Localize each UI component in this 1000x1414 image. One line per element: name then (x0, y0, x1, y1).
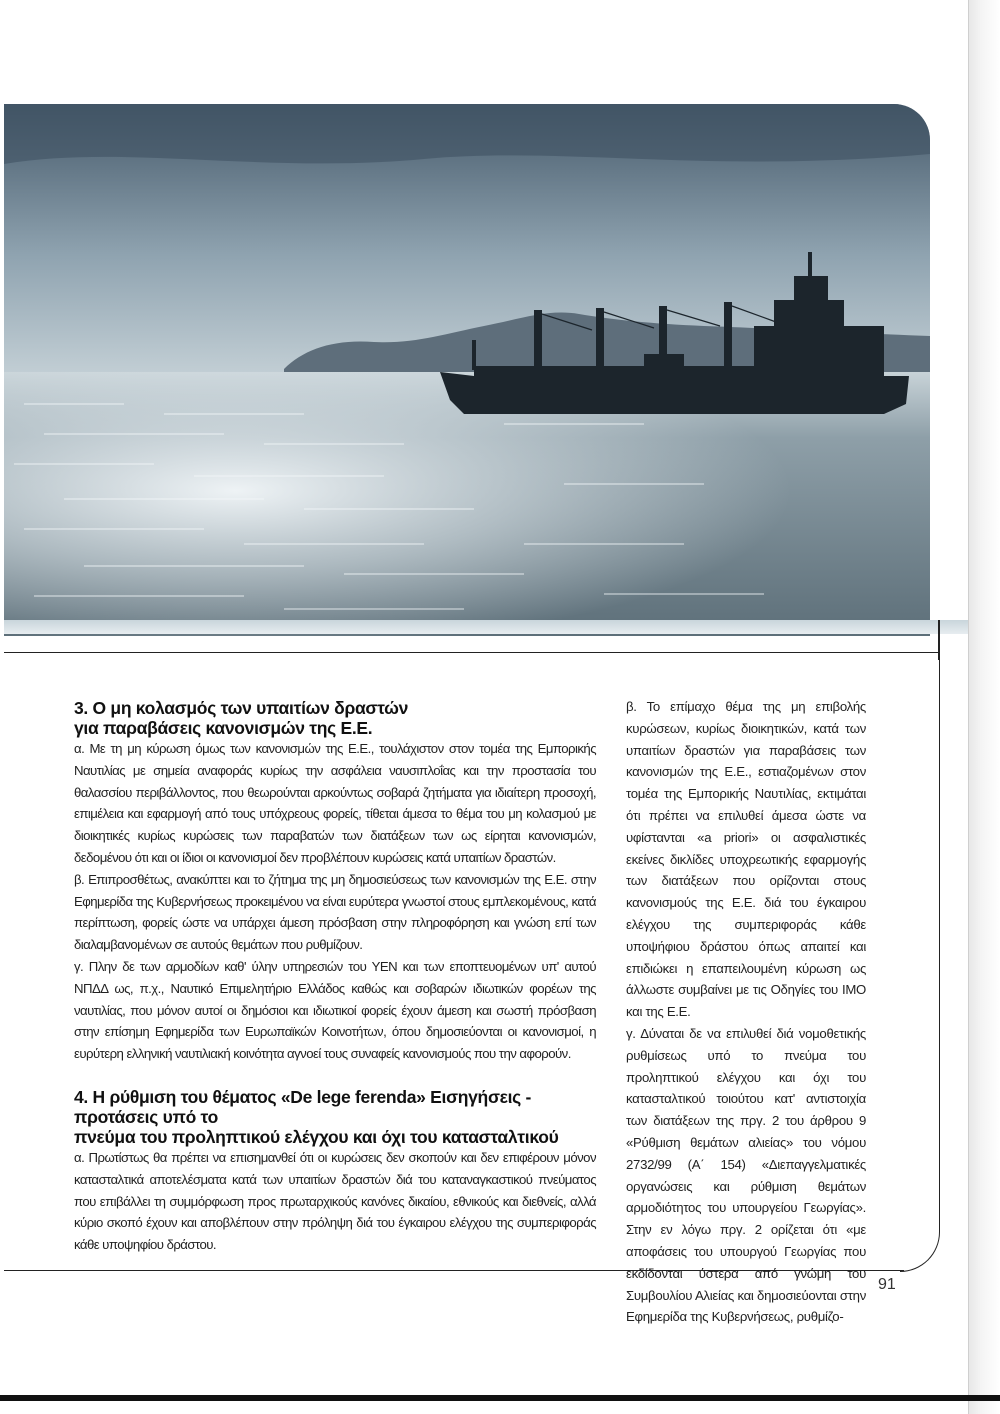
photo-bottom-band (4, 620, 968, 634)
section-3-heading-line-2: για παραβάσεις κανονισμών της Ε.Ε. (74, 718, 373, 738)
scan-bottom-bar (0, 1395, 1000, 1401)
section-4-heading (74, 1087, 596, 1147)
section-3-heading (74, 698, 596, 738)
section-3-paragraph-c: γ. Πλην δε των αρμοδίων καθ' ύλην υπηρεσιών του ΥΕΝ και των εποπτευομένων υπ' αυτού ΝΠΔΔ ως, π.χ., Ναυτικό Επιμελητήριο Ελλάδος καθώς και σοβαρών ιδιωτικών φορέων της ναυτιλίας, που μόνον αυτοί οι δημόσιοι και ιδιωτικοί φορείς έχουν άμεση και σωστή πρόσβαση στην επίσημη Εφημερίδα των Ευρωπαϊκών Κοινοτήτων, όπου δημοσιεύονται οι κανονισμοί, η ευρύτερη ελληνική ναυτιλιακή κοινότητα αγνοεί τους συναφείς κανονισμούς που την αφορούν. (74, 958, 596, 1062)
scan-fold-line (968, 0, 969, 1414)
section-4-heading-line-2: πνεύμα του προληπτικού ελέγχου και όχι του κατασταλτικού (74, 1126, 559, 1147)
page-number: 91 (878, 1276, 896, 1293)
section-4-paragraph-a: α. Πρωτίστως θα πρέπει να επισημανθεί ότι οι κυρώσεις δεν σκοπούν και δεν επιφέρουν μόνον κατασταλτικά αποτελέσματα κατά των υπαιτίων δραστών διά του καταναγκαστικού πνεύματος που επιβάλλει τη συμμόρφωση προς πρωταρχικούς κανόνες δικαίου, εθνικούς και διεθνείς, αλλά κύριο σκοπό έχουν και αποβλέπουν στην πρόληψη διά του έγκαιρου ελέγχου της συμπεριφοράς κάθε υποψηφίου δράστου. (74, 1149, 596, 1253)
scan-edge (968, 0, 1000, 1414)
frame-right-corner (900, 652, 940, 1272)
right-column (626, 696, 866, 1328)
section-4-heading-line-1: 4. Η ρύθμιση του θέματος «De lege ferenda» Εισηγήσεις - προτάσεις υπό το (74, 1086, 532, 1127)
section-3-heading-line-1: 3. Ο μη κολασμός των υπαιτίων δραστών (74, 698, 409, 718)
ship-photo (4, 104, 930, 636)
section-3-paragraph-a: α. Με τη μη κύρωση όμως των κανονισμών της Ε.Ε., τουλάχιστον στον τομέα της Εμπορικής Ναυτιλίας με σημεία αναφοράς κυρίως την ασφάλεια ναυσιπλοΐας και την προστασία του θαλασσίου περιβάλλοντος, που θεωρούνται αρκούντως σοβαρά ζητήματα για ιδιαίτερη προσοχή, επιμέλεια και εφαρμογή από τους υπόχρεους φορείς, τίθεται άμεσα το θέμα του μη κολασμού με διοικητικές κυρίως κυρώσεις των παραβατών των διατάξεων των ως είρηται κανονισμών, δεδομένου ότι και οι ίδιοι οι κανονισμοί δεν προβλέπουν κυρώσεις κατά υπαιτίων δραστών. (74, 741, 596, 865)
section-3-paragraph-b: β. Επιπροσθέτως, ανακύπτει και το ζήτημα της μη δημοσιεύσεως των κανονισμών της Ε.Ε. στην Εφημερίδα της Κυβερνήσεως προκειμένου να είναι ευρύτερα γνωστοί στους εμπλεκομένους, κατά περίπτωση, φορείς ώστε να υπάρχει άμεση πρόσβαση στην πληροφόρηση και γνώση επί των διαλαμβανομένων σε αυτούς θεμάτων που ρυθμίζουν. (74, 871, 596, 953)
right-paragraph-c: γ. Δύναται δε να επιλυθεί διά νομοθετικής ρυθμίσεως υπό το πνεύμα του προληπτικού ελέγχου και όχι του κατασταλτικού τοιούτου κατ' αντιστοιχία των διατάξεων της πργ. 2 του άρθρου 9 «Ρύθμιση θεμάτων αλιείας» του νόμου 2732/99 (Α΄ 154) «Διεπαγγελματικές οργανώσεις και ρύθμιση θεμάτων αρμοδιότητος του υπουργείου Γεωργίας». Στην εν λόγω πργ. 2 ορίζεται ότι «με αποφάσεις του υπουργού Γεωργίας που εκδίδονται ύστερα από γνώμη του Συμβουλίου Αλιείας και δημοσιεύονται στην Εφημερίδα της Κυβερνήσεως, ρυθμίζο- (626, 1025, 866, 1325)
left-column (74, 698, 596, 1256)
ship-photo-illustration (4, 104, 930, 636)
frame-top-rule (4, 652, 940, 653)
right-paragraph-b: β. Το επίμαχο θέμα της μη επιβολής κυρώσεων, κυρίως διοικητικών, κατά των υπαιτίων δραστών για παραβάσεις των κανονισμών της Ε.Ε., εστιαζομένων στον τομέα της Εμπορικής Ναυτιλίας, εκτιμάται ότι πρέπει να επιλυθεί άμεσα ώστε να υφίστανται «a priori» οι ασφαλιστικές εκείνες δικλίδες υποχρεωτικής εφαρμογής των διατάξεων που ορίζονται στους κανονισμούς της Ε.Ε. διά του έγκαιρου ελέγχου της συμπεριφοράς κάθε υποψήφιου δράστου όπως απαιτεί και επιδιώκει η επαπειλουμένη κύρωση ως άλλωστε συμβαίνει με τις Οδηγίες του ΙΜΟ και της Ε.Ε. (626, 699, 866, 1020)
